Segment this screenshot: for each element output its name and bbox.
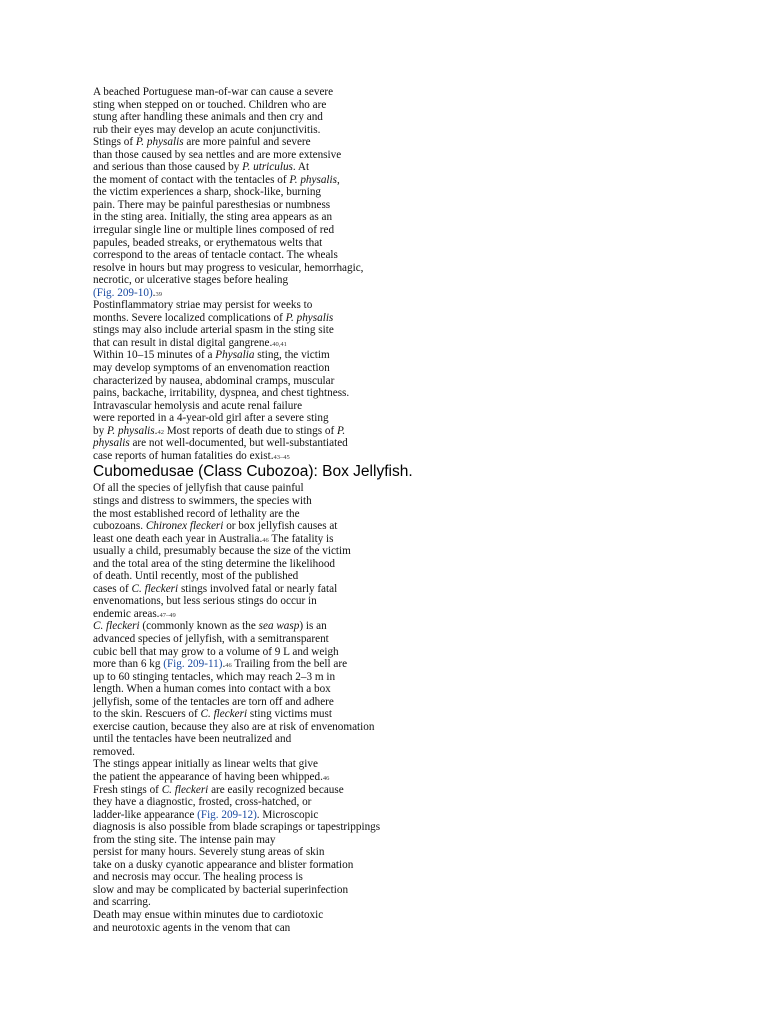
text-run: the victim experiences a sharp, shock-like, burning: [93, 186, 322, 199]
text-run: take on a dusky cyanotic appearance and blister formation: [93, 858, 354, 871]
italic-term: Chironex fleckeri: [145, 520, 224, 533]
text-line: [93, 349, 713, 362]
text-line: [93, 249, 713, 262]
text-line: [93, 111, 713, 124]
text-run: Postinflammatory striae may persist for weeks to: [93, 299, 313, 312]
text-line: [93, 425, 713, 438]
text-run: pain. There may be painful paresthesias or numbness: [93, 198, 331, 211]
text-line: [93, 262, 713, 275]
citation-superscript: 46: [262, 536, 269, 544]
text-line: [93, 771, 713, 784]
text-line: [93, 362, 713, 375]
text-run: stings involved fatal or nearly fatal: [178, 582, 338, 595]
text-run: in the sting area. Initially, the sting area appears as an: [93, 211, 333, 224]
text-run: the moment of contact with the tentacles of: [93, 173, 290, 186]
text-run: characterized by nausea, abdominal cramps, muscular: [93, 374, 335, 387]
text-line: [93, 161, 713, 174]
text-run: until the tentacles have been neutralized and: [93, 733, 292, 746]
text-line: [93, 834, 713, 847]
text-run: Intravascular hemolysis and acute renal failure: [93, 399, 303, 412]
text-line: [93, 909, 713, 922]
text-run: and scarring.: [93, 896, 151, 909]
text-run: more than 6 kg: [93, 658, 164, 671]
text-run: stings and distress to swimmers, the species with: [93, 494, 312, 507]
italic-term: P. physalis: [289, 173, 337, 186]
text-line: [93, 821, 713, 834]
italic-term: C. fleckeri: [93, 620, 140, 633]
text-run: by: [93, 424, 107, 437]
text-line: [93, 922, 713, 935]
text-run: slow and may be complicated by bacterial superinfection: [93, 883, 349, 896]
text-line: [93, 211, 713, 224]
text-line: [93, 533, 713, 546]
text-line: [93, 149, 713, 162]
text-run: case reports of human fatalities do exist.: [93, 449, 274, 462]
text-run: . Microscopic: [256, 808, 319, 821]
text-line: [93, 558, 713, 571]
text-run: and serious than those caused by: [93, 161, 243, 174]
text-line: [93, 620, 713, 633]
italic-term: Physalia: [215, 349, 255, 362]
italic-term: P. physalis: [135, 136, 184, 149]
text-line: [93, 583, 713, 596]
italic-term: C. fleckeri: [161, 783, 209, 796]
text-run: may develop symptoms of an envenomation reaction: [93, 362, 330, 375]
text-run: that can result in distal digital gangrene.: [93, 336, 273, 349]
text-run: correspond to the areas of tentacle contact. The wheals: [93, 249, 338, 262]
text-run: are not well-documented, but well-substantiated: [129, 437, 348, 450]
text-run: Stings of: [93, 136, 136, 149]
text-line: [93, 658, 713, 671]
text-line: [93, 450, 713, 463]
text-run: removed.: [93, 745, 135, 758]
text-line: [93, 86, 713, 99]
text-run: jellyfish, some of the tentacles are torn off and adhere: [93, 695, 334, 708]
text-run: Trailing from the bell are: [231, 658, 348, 671]
text-run: .: [222, 658, 226, 671]
text-run: they have a diagnostic, frosted, cross-hatched, or: [93, 796, 312, 809]
italic-term: physalis: [93, 437, 130, 450]
text-run: months. Severe localized complications of: [93, 311, 286, 324]
figure-reference-link[interactable]: (Fig. 209-12): [197, 808, 257, 821]
italic-term: P. physalis: [106, 424, 155, 437]
section-box-jellyfish-text: [93, 482, 713, 934]
text-run: cases of: [93, 582, 132, 595]
text-line: [93, 375, 713, 388]
text-line: [93, 224, 713, 237]
text-run: cubozoans.: [93, 520, 146, 533]
italic-term: sea wasp: [258, 620, 300, 633]
text-run: .: [152, 286, 156, 299]
text-run: least one death each year in Australia.: [93, 532, 263, 545]
text-run: ) is an: [299, 620, 327, 633]
citation-superscript: 47–49: [159, 611, 176, 619]
text-line: [93, 733, 713, 746]
italic-term: P.: [337, 424, 346, 437]
text-run: exercise caution, because they also are at risk of envenomation: [93, 720, 375, 733]
citation-superscript: 40,41: [272, 340, 287, 348]
text-run: . At: [292, 161, 310, 174]
text-line: [93, 482, 713, 495]
text-run: Of all the species of jellyfish that cause painful: [93, 482, 304, 495]
text-line: [93, 545, 713, 558]
text-run: usually a child, presumably because the size of the victim: [93, 545, 351, 558]
text-line: [93, 683, 713, 696]
text-line: [93, 520, 713, 533]
text-line: [93, 437, 713, 450]
italic-term: P. utriculus: [242, 161, 293, 174]
text-run: The fatality is: [268, 532, 334, 545]
figure-reference-link[interactable]: (Fig. 209-11): [163, 658, 223, 671]
citation-superscript: 42: [157, 428, 164, 436]
text-line: [93, 387, 713, 400]
text-run: pains, backache, irritability, dyspnea, and chest tightness.: [93, 387, 350, 400]
text-line: [93, 124, 713, 137]
text-line: [93, 859, 713, 872]
text-line: [93, 186, 713, 199]
text-run: stings may also include arterial spasm in the sting site: [93, 324, 334, 337]
text-run: to the skin. Rescuers of: [93, 708, 201, 721]
text-run: Most reports of death due to stings of: [163, 424, 338, 437]
text-run: advanced species of jellyfish, with a semitransparent: [93, 632, 329, 645]
text-run: and necrosis may occur. The healing process is: [93, 871, 303, 884]
text-line: [93, 708, 713, 721]
text-line: [93, 721, 713, 734]
text-run: irregular single line or multiple lines composed of red: [93, 224, 335, 237]
citation-superscript: 46: [322, 774, 330, 782]
text-line: [93, 809, 713, 822]
text-line: [93, 299, 713, 312]
section-heading: Cubomedusae (Class Cubozoa): Box Jellyfish.: [93, 463, 413, 481]
text-run: the most established record of lethality are the: [93, 507, 300, 520]
text-run: stung after handling these animals and then cry and: [93, 111, 323, 124]
text-run: from the sting site. The intense pain may: [93, 833, 276, 846]
text-line: [93, 400, 713, 413]
text-line: [93, 174, 713, 187]
text-line: [93, 696, 713, 709]
text-run: sting victims must: [247, 708, 332, 721]
text-run: papules, beaded streaks, or erythematous welts that: [93, 236, 323, 249]
text-line: [93, 646, 713, 659]
text-line: [93, 871, 713, 884]
text-line: [93, 633, 713, 646]
text-line: [93, 324, 713, 337]
text-run: of death. Until recently, most of the published: [93, 570, 299, 583]
text-run: length. When a human comes into contact with a box: [93, 683, 331, 696]
text-run: than those caused by sea nettles and are more extensive: [93, 148, 342, 161]
text-run: ,: [337, 173, 340, 186]
text-line: [93, 312, 713, 325]
text-line: [93, 237, 713, 250]
text-run: and the total area of the sting determine the likelihood: [93, 557, 336, 570]
text-run: are easily recognized because: [208, 783, 344, 796]
text-line: [93, 495, 713, 508]
text-line: [93, 274, 713, 287]
citation-superscript: 39: [155, 290, 162, 298]
text-line: [93, 784, 713, 797]
text-line: [93, 136, 713, 149]
text-run: endemic areas.: [93, 607, 160, 620]
text-line: [93, 570, 713, 583]
text-run: .: [154, 424, 158, 437]
text-run: resolve in hours but may progress to vesicular, hemorrhagic,: [93, 261, 364, 274]
text-run: necrotic, or ulcerative stages before healing: [93, 274, 289, 287]
text-run: Death may ensue within minutes due to cardiotoxic: [93, 909, 324, 921]
text-run: the patient the appearance of having been whipped.: [93, 770, 323, 783]
figure-reference-link[interactable]: (Fig. 209-10): [93, 286, 153, 299]
text-run: Fresh stings of: [93, 783, 162, 796]
text-run: A beached Portuguese man-of-war can cause a severe: [93, 86, 334, 98]
italic-term: C. fleckeri: [200, 708, 248, 721]
text-run: up to 60 stinging tentacles, which may reach 2–3 m in: [93, 670, 336, 683]
text-line: [93, 608, 713, 621]
text-line: [93, 796, 713, 809]
text-run: or box jellyfish causes at: [223, 520, 338, 533]
text-line: [93, 884, 713, 897]
citation-superscript: 43–45: [273, 453, 290, 461]
text-line: [93, 199, 713, 212]
text-line: [93, 896, 713, 909]
text-line: [93, 287, 713, 300]
italic-term: P. physalis: [285, 311, 334, 324]
text-run: rub their eyes may develop an acute conjunctivitis.: [93, 123, 321, 136]
text-run: cubic bell that may grow to a volume of 9 L and weigh: [93, 645, 339, 658]
text-run: and neurotoxic agents in the venom that can: [93, 921, 291, 934]
text-run: sting when stepped on or touched. Children who are: [93, 98, 327, 111]
text-run: persist for many hours. Severely stung areas of skin: [93, 846, 325, 859]
text-run: diagnosis is also possible from blade scrapings or tapestrippings: [93, 821, 381, 834]
text-line: [93, 671, 713, 684]
text-run: Within 10–15 minutes of a: [93, 349, 216, 362]
text-run: (commonly known as the: [139, 620, 259, 633]
text-run: sting, the victim: [254, 349, 330, 362]
text-run: are more painful and severe: [183, 136, 311, 149]
text-line: [93, 746, 713, 759]
italic-term: C. fleckeri: [131, 582, 179, 595]
text-run: were reported in a 4-year-old girl after a severe sting: [93, 412, 329, 425]
text-run: envenomations, but less serious stings do occur in: [93, 595, 317, 608]
text-line: [93, 758, 713, 771]
text-run: The stings appear initially as linear welts that give: [93, 758, 318, 771]
text-line: [93, 846, 713, 859]
text-line: [93, 412, 713, 425]
document-page: [93, 86, 713, 934]
text-line: [93, 595, 713, 608]
text-line: [93, 508, 713, 521]
text-run: ladder-like appearance: [93, 808, 198, 821]
citation-superscript: 46: [225, 662, 232, 670]
section-physalis-text: [93, 86, 713, 462]
text-line: [93, 99, 713, 112]
text-line: [93, 337, 713, 350]
